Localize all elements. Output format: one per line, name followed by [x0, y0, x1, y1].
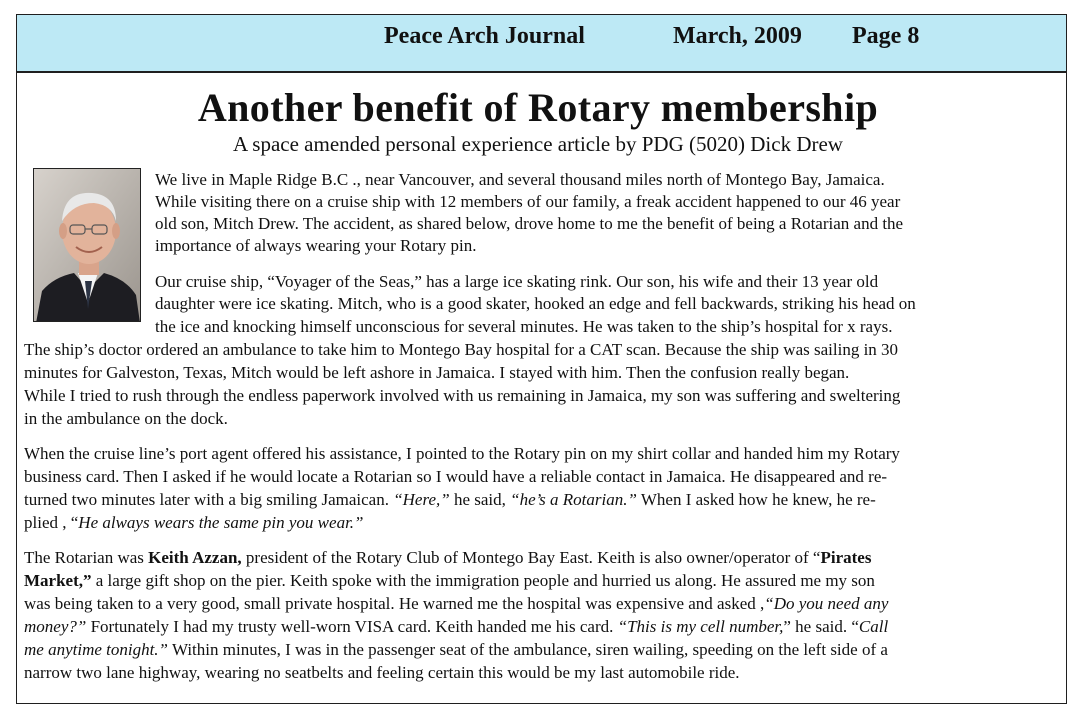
paragraph-1-line: old son, Mitch Drew. The accident, as shared below, drove home to me the benefit of being a Rotarian and the: [155, 214, 904, 233]
paragraph-3-line: When the cruise line’s port agent offered his assistance, I pointed to the Rotary pin on my shirt collar and handed him my Rotary: [24, 444, 900, 463]
paragraph-2-line: daughter were ice skating. Mitch, who is a good skater, hooked an edge and fell backwards, striking his head on: [155, 294, 916, 313]
quote-italic: He always wears the same pin you wear.”: [78, 513, 364, 532]
paragraph-4-line: [24, 570, 875, 592]
paragraph-2-line: in the ambulance on the dock.: [24, 409, 228, 428]
quote-italic: “This is my cell number,: [617, 617, 784, 636]
quote-italic: Call: [858, 617, 889, 636]
paragraph-3-line: business card. Then I asked if he would locate a Rotarian so I would have a reliable contact in Jamaica. He disappeared and re-: [24, 467, 888, 486]
text-run: Within minutes, I was in the passenger seat of the ambulance, siren wailing, speeding on the left side of a: [168, 640, 888, 659]
text-run: a large gift shop on the pier. Keith spoke with the immigration people and hurried us along. He assured me my son: [91, 571, 875, 590]
quote-italic: “he’s a Rotarian.”: [510, 490, 637, 509]
paragraph-3-line: [24, 489, 876, 511]
text-run: Fortunately I had my trusty well-worn VISA card. Keith handed me his card.: [86, 617, 618, 636]
paragraph-3-line: [24, 512, 364, 534]
issue-date: March, 2009: [673, 23, 802, 49]
paragraph-2-line: While I tried to rush through the endless paperwork involved with us remaining in Jamaica, my son was suffering and sweltering: [24, 386, 901, 405]
shop-name-bold: Pirates: [820, 548, 872, 567]
article-headline: Another benefit of Rotary membership: [197, 85, 879, 130]
text-run: ” he said. “: [783, 617, 859, 636]
portrait-photo-icon: [34, 169, 141, 322]
name-bold: Keith Azzan,: [148, 548, 242, 567]
text-run: president of the Rotary Club of Montego Bay East. Keith is also owner/operator of “: [241, 548, 821, 567]
quote-italic: “Do you need any: [764, 594, 889, 613]
paragraph-4-line: narrow two lane highway, wearing no seatbelts and feeling certain this would be my last automobile ride.: [24, 663, 740, 682]
shop-name-bold: Market,”: [24, 571, 92, 590]
text-run: plied , “: [24, 513, 79, 532]
paragraph-4-line: [24, 547, 871, 569]
quote-italic: me anytime tonight.”: [24, 640, 169, 659]
quote-italic: “Here,”: [393, 490, 450, 509]
paragraph-2-line: minutes for Galveston, Texas, Mitch would be left ashore in Jamaica. I stayed with him. Then the confusion really began.: [24, 363, 850, 382]
paragraph-1-line: We live in Maple Ridge B.C ., near Vancouver, and several thousand miles north of Montego Bay, Jamaica.: [155, 170, 885, 189]
paragraph-2-line: Our cruise ship, “Voyager of the Seas,” has a large ice skating rink. Our son, his wife and their 13 year old: [155, 272, 879, 291]
paragraph-4-line: [24, 593, 888, 615]
text-run: The Rotarian was: [24, 548, 149, 567]
page-number: Page 8: [852, 23, 920, 49]
text-run: he said,: [449, 490, 511, 509]
paragraph-1-line: importance of always wearing your Rotary pin.: [155, 236, 477, 255]
paragraph-4-line: [24, 639, 888, 661]
text-run: turned two minutes later with a big smiling Jamaican.: [24, 490, 394, 509]
publication-name: Peace Arch Journal: [384, 23, 585, 49]
text-run: was being taken to a very good, small private hospital. He warned me the hospital was expensive and asked ,: [24, 594, 765, 613]
paragraph-2-line: The ship’s doctor ordered an ambulance to take him to Montego Bay hospital for a CAT scan. Because the ship was sailing in 30: [24, 340, 899, 359]
paragraph-2-line: the ice and knocking himself unconscious for several minutes. He was taken to the ship’s hospital for x rays.: [155, 317, 893, 336]
author-portrait: [33, 168, 141, 322]
paragraph-1-line: While visiting there on a cruise ship with 12 members of our family, a freak accident happened to our 46 year: [155, 192, 901, 211]
paragraph-4-line: [24, 616, 888, 638]
quote-italic: money?”: [24, 617, 87, 636]
article-subhead: A space amended personal experience article by PDG (5020) Dick Drew: [233, 132, 843, 156]
text-run: When I asked how he knew, he re-: [636, 490, 876, 509]
